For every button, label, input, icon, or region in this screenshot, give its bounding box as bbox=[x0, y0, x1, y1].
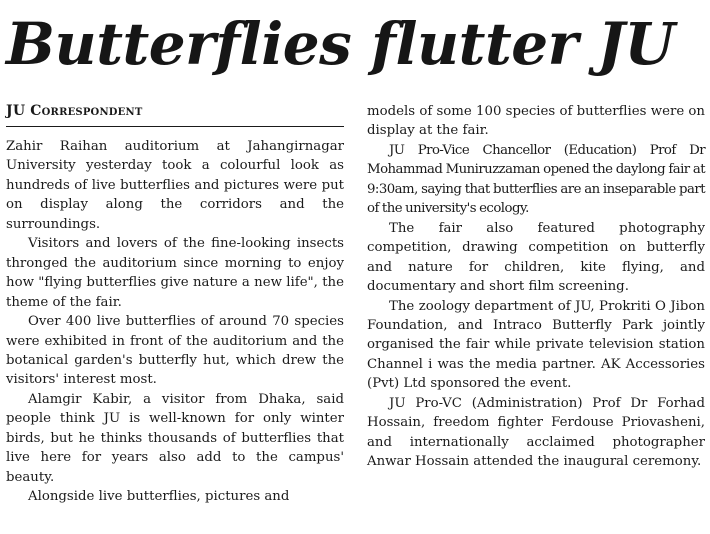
paragraph: Zahir Raihan auditorium at Jahangirnagar University yesterday took a colourful look as hundreds of live butterflies and pictures were put on display along the corridors and the surroundings. bbox=[6, 139, 344, 232]
headline: Butterflies flutter JU bbox=[6, 10, 675, 78]
byline: JU Correspondent bbox=[6, 103, 143, 119]
byline-divider bbox=[6, 126, 344, 127]
paragraph: Alongside live butterflies, pictures and bbox=[28, 489, 290, 505]
paragraph: JU Pro-VC (Administration) Prof Dr Forhad Hossain, freedom fighter Ferdouse Priovasheni, and internationally acclaimed photographer Anwar Hossain attended the inaugural ceremony. bbox=[367, 395, 705, 470]
paragraph: JU Pro-Vice Chancellor (Education) Prof Dr Mohammad Muniruzzaman opened the daylong fair at 9:30am, saying that butterflies are an inseparable part of the university's ecology. bbox=[367, 142, 705, 217]
paragraph: The fair also featured photography competition, drawing competition on butterfly and nature for children, kite flying, and documentary and short film screening. bbox=[367, 220, 705, 295]
paragraph: The zoology department of JU, Prokriti O Jibon Foundation, and Intraco Butterfly Park jointly organised the fair while private television station Channel i was the media partner. AK Accessories (Pvt) Ltd sponsored the event. bbox=[367, 298, 705, 392]
paragraph: Visitors and lovers of the fine-looking insects thronged the auditorium since morning to enjoy how "flying butterflies give nature a new life", the theme of the fair. bbox=[6, 236, 344, 310]
paragraph: Alamgir Kabir, a visitor from Dhaka, said people think JU is well-known for only winter birds, but he thinks thousands of butterflies that live here for years also add to the campus' beauty. bbox=[6, 391, 344, 485]
article-column-right bbox=[367, 102, 705, 472]
paragraph: Over 400 live butterflies of around 70 species were exhibited in front of the auditorium and the botanical garden's butterfly hut, which drew the visitors' interest most. bbox=[6, 314, 344, 388]
article-column-left bbox=[6, 137, 344, 507]
paragraph: models of some 100 species of butterflies were on display at the fair. bbox=[367, 104, 705, 139]
